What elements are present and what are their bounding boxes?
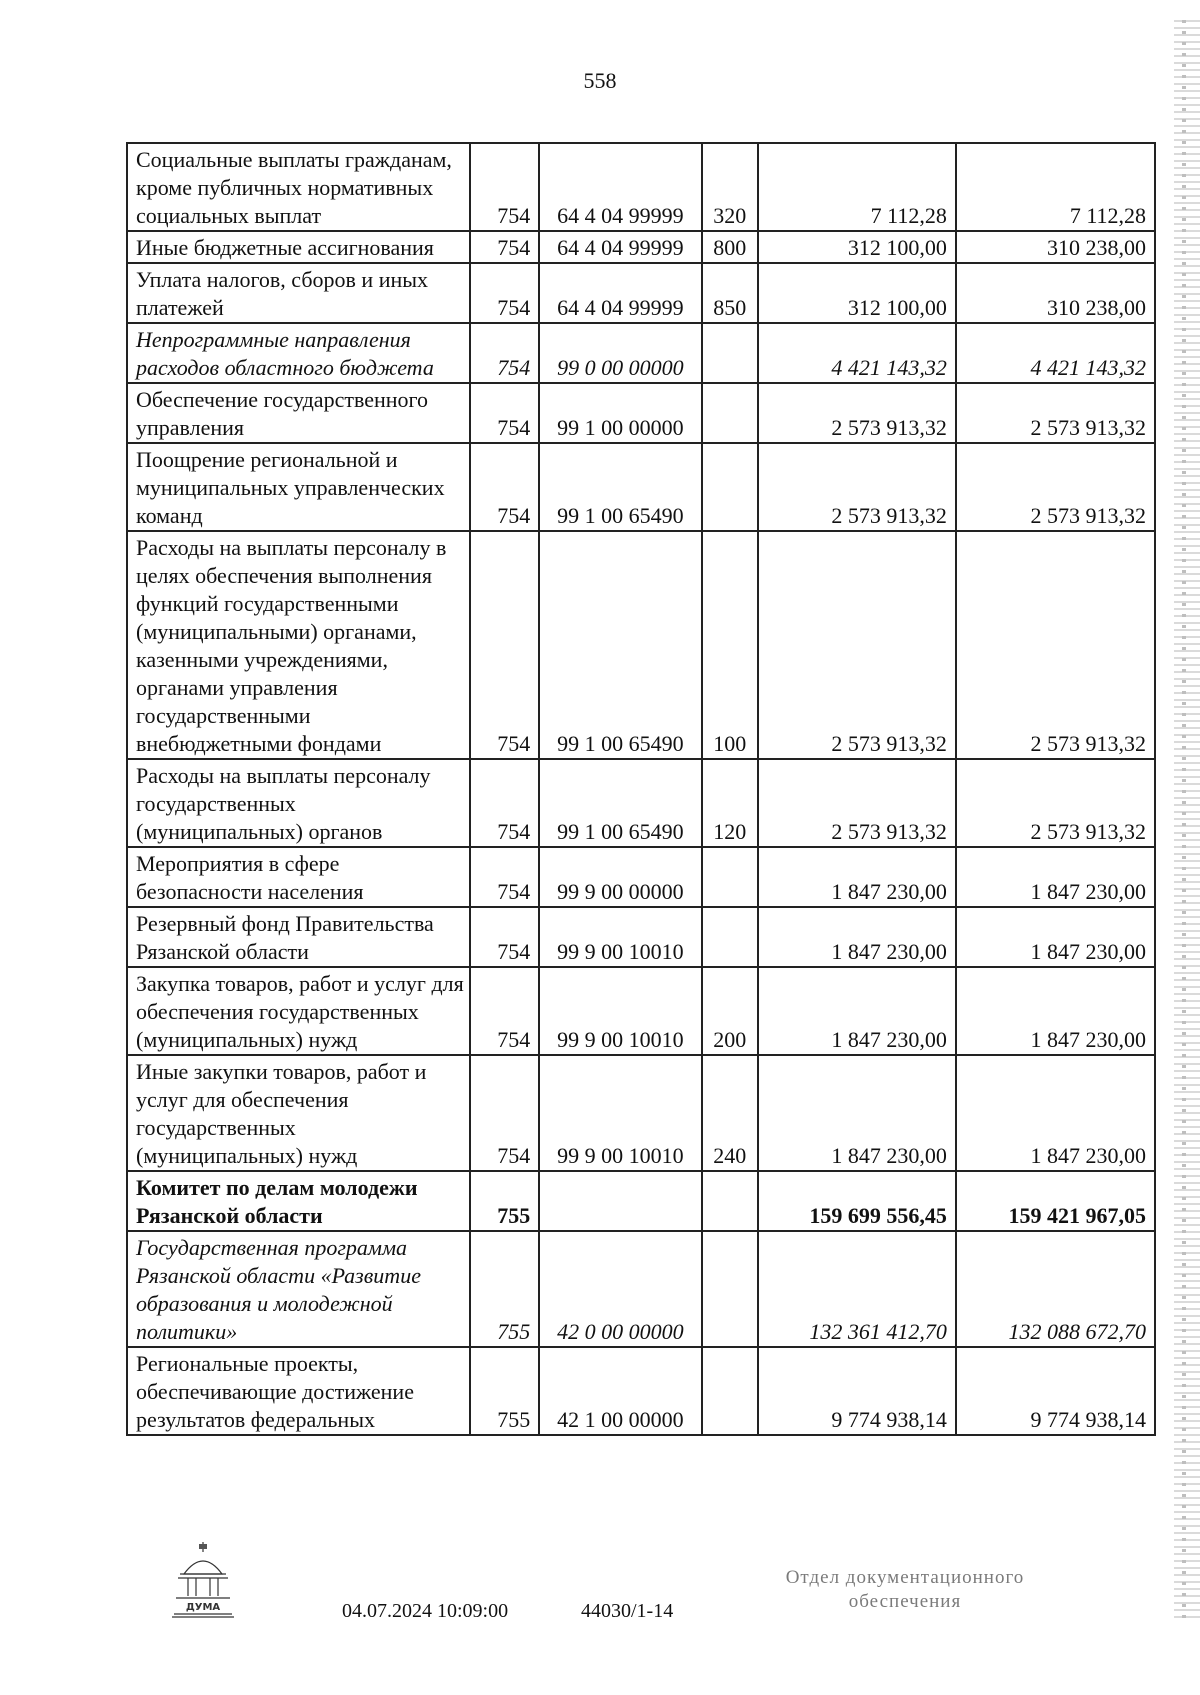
row-sum-1: 1 847 230,00 <box>758 1055 956 1171</box>
stamp-line-2: обеспечения <box>848 1591 962 1612</box>
row-vr <box>702 1231 758 1347</box>
table-row <box>127 443 1155 531</box>
row-csr: 99 9 00 10010 <box>539 907 701 967</box>
row-csr: 64 4 04 99999 <box>539 143 701 231</box>
row-csr: 99 1 00 65490 <box>539 443 701 531</box>
row-name: Резервный фонд Правительства Рязанской области <box>127 907 470 967</box>
row-sum-2: 159 421 967,05 <box>956 1171 1155 1231</box>
table-row <box>127 383 1155 443</box>
row-ved: 754 <box>470 143 539 231</box>
row-ved: 755 <box>470 1231 539 1347</box>
row-sum-1: 312 100,00 <box>758 231 956 263</box>
row-sum-2: 310 238,00 <box>956 263 1155 323</box>
row-ved: 755 <box>470 1347 539 1435</box>
row-name: Обеспечение государственного управления <box>127 383 470 443</box>
row-ved: 754 <box>470 263 539 323</box>
table-row <box>127 1231 1155 1347</box>
row-sum-2: 2 573 913,32 <box>956 759 1155 847</box>
row-sum-1: 2 573 913,32 <box>758 383 956 443</box>
row-vr <box>702 323 758 383</box>
row-name: Иные закупки товаров, работ и услуг для обеспечения государственных (муниципальных) нужд <box>127 1055 470 1171</box>
duma-logo-icon <box>170 1540 236 1620</box>
row-sum-2: 2 573 913,32 <box>956 383 1155 443</box>
row-csr: 64 4 04 99999 <box>539 263 701 323</box>
row-name: Региональные проекты, обеспечивающие достижение результатов федеральных <box>127 1347 470 1435</box>
row-ved: 754 <box>470 967 539 1055</box>
row-vr <box>702 847 758 907</box>
row-vr: 120 <box>702 759 758 847</box>
row-sum-2: 1 847 230,00 <box>956 907 1155 967</box>
row-vr: 850 <box>702 263 758 323</box>
table-row <box>127 1347 1155 1435</box>
row-csr: 99 1 00 65490 <box>539 759 701 847</box>
stamp-line-1: Отдел документационного <box>785 1567 1025 1588</box>
logo-text: ДУМА <box>185 1602 221 1613</box>
row-csr: 99 9 00 00000 <box>539 847 701 907</box>
row-sum-2: 1 847 230,00 <box>956 847 1155 907</box>
row-vr <box>702 907 758 967</box>
row-sum-1: 159 699 556,45 <box>758 1171 956 1231</box>
row-name: Расходы на выплаты персоналу в целях обеспечения выполнения функций государственными (муниципальными) органами, казенными учреждениями, органами управления государственными внебюджетными фондами <box>127 531 470 759</box>
table-row <box>127 531 1155 759</box>
row-ved: 754 <box>470 443 539 531</box>
row-sum-2: 7 112,28 <box>956 143 1155 231</box>
footer-doc-number: 44030/1-14 <box>581 1600 674 1622</box>
row-sum-1: 7 112,28 <box>758 143 956 231</box>
row-sum-1: 2 573 913,32 <box>758 531 956 759</box>
table-row <box>127 907 1155 967</box>
row-vr <box>702 1347 758 1435</box>
row-vr <box>702 383 758 443</box>
row-vr: 200 <box>702 967 758 1055</box>
table-row <box>127 1171 1155 1231</box>
row-vr: 240 <box>702 1055 758 1171</box>
row-name: Мероприятия в сфере безопасности населения <box>127 847 470 907</box>
row-ved: 754 <box>470 323 539 383</box>
row-name: Закупка товаров, работ и услуг для обеспечения государственных (муниципальных) нужд <box>127 967 470 1055</box>
table-row <box>127 231 1155 263</box>
scan-margin-strip <box>1174 20 1200 1620</box>
row-sum-2: 1 847 230,00 <box>956 1055 1155 1171</box>
row-csr: 99 9 00 10010 <box>539 1055 701 1171</box>
row-vr <box>702 1171 758 1231</box>
row-sum-1: 2 573 913,32 <box>758 759 956 847</box>
department-stamp <box>760 1566 1050 1614</box>
row-csr: 99 9 00 10010 <box>539 967 701 1055</box>
row-vr: 100 <box>702 531 758 759</box>
footer-date: 04.07.2024 10:09:00 <box>342 1600 509 1622</box>
row-name: Комитет по делам молодежи Рязанской области <box>127 1171 470 1231</box>
row-csr: 99 1 00 65490 <box>539 531 701 759</box>
row-vr <box>702 443 758 531</box>
row-name: Иные бюджетные ассигнования <box>127 231 470 263</box>
row-csr <box>539 1171 701 1231</box>
row-csr: 99 1 00 00000 <box>539 383 701 443</box>
row-csr: 99 0 00 00000 <box>539 323 701 383</box>
page-number: 558 <box>583 68 617 93</box>
table-row <box>127 1055 1155 1171</box>
row-csr: 42 0 00 00000 <box>539 1231 701 1347</box>
row-csr: 42 1 00 00000 <box>539 1347 701 1435</box>
row-name: Непрограммные направления расходов областного бюджета <box>127 323 470 383</box>
row-sum-2: 9 774 938,14 <box>956 1347 1155 1435</box>
budget-table <box>126 142 1156 1436</box>
row-ved: 754 <box>470 531 539 759</box>
row-name: Расходы на выплаты персоналу государственных (муниципальных) органов <box>127 759 470 847</box>
row-sum-1: 2 573 913,32 <box>758 443 956 531</box>
row-ved: 754 <box>470 1055 539 1171</box>
row-ved: 754 <box>470 907 539 967</box>
table-row <box>127 143 1155 231</box>
row-sum-1: 4 421 143,32 <box>758 323 956 383</box>
row-name: Государственная программа Рязанской области «Развитие образования и молодежной политики» <box>127 1231 470 1347</box>
row-sum-1: 9 774 938,14 <box>758 1347 956 1435</box>
row-ved: 754 <box>470 759 539 847</box>
row-sum-1: 132 361 412,70 <box>758 1231 956 1347</box>
row-sum-2: 4 421 143,32 <box>956 323 1155 383</box>
row-ved: 755 <box>470 1171 539 1231</box>
row-name: Поощрение региональной и муниципальных управленческих команд <box>127 443 470 531</box>
table-row <box>127 847 1155 907</box>
row-sum-1: 1 847 230,00 <box>758 907 956 967</box>
row-vr: 320 <box>702 143 758 231</box>
row-sum-2: 132 088 672,70 <box>956 1231 1155 1347</box>
row-sum-2: 1 847 230,00 <box>956 967 1155 1055</box>
table-row <box>127 759 1155 847</box>
row-sum-1: 312 100,00 <box>758 263 956 323</box>
row-csr: 64 4 04 99999 <box>539 231 701 263</box>
row-sum-1: 1 847 230,00 <box>758 967 956 1055</box>
table-row <box>127 323 1155 383</box>
row-sum-1: 1 847 230,00 <box>758 847 956 907</box>
row-name: Социальные выплаты гражданам, кроме публичных нормативных социальных выплат <box>127 143 470 231</box>
row-name: Уплата налогов, сборов и иных платежей <box>127 263 470 323</box>
row-sum-2: 2 573 913,32 <box>956 531 1155 759</box>
table-row <box>127 967 1155 1055</box>
row-vr: 800 <box>702 231 758 263</box>
row-ved: 754 <box>470 383 539 443</box>
row-ved: 754 <box>470 231 539 263</box>
row-sum-2: 2 573 913,32 <box>956 443 1155 531</box>
row-sum-2: 310 238,00 <box>956 231 1155 263</box>
row-ved: 754 <box>470 847 539 907</box>
table-row <box>127 263 1155 323</box>
